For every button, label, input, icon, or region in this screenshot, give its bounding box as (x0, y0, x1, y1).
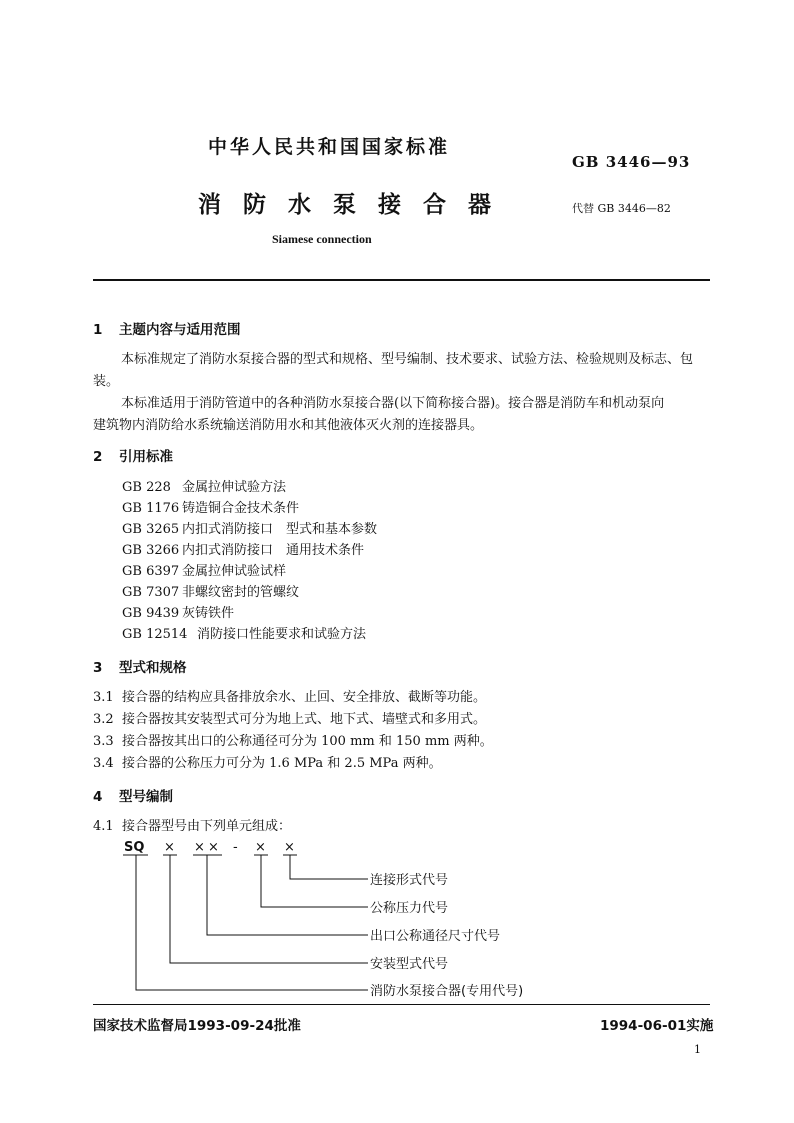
ref-name: 灰铸铁件 (182, 606, 235, 621)
s1-p1-line1: 本标准规定了消防水泵接合器的型式和规格、型号编制、技术要求、试验方法、检验规则及标志、包 (121, 352, 694, 367)
leader-line (290, 855, 368, 879)
standard-number: GB 3446—93 (572, 153, 691, 171)
section-number: 1 (93, 322, 103, 338)
ref-name: 内扣式消防接口 通用技术条件 (182, 543, 365, 558)
section-number: 4 (93, 789, 103, 805)
s1-p1-line2: 装。 (93, 374, 120, 389)
leader-line (207, 855, 368, 935)
ref-code: GB 7307 (122, 585, 180, 600)
issuing-country-standard: 中华人民共和国国家标准 (208, 136, 451, 158)
code-dash: - (233, 840, 238, 855)
leader-line (136, 855, 368, 990)
page-number: 1 (694, 1043, 701, 1056)
clause-number: 4.1 (93, 819, 114, 834)
ref-name: 非螺纹密封的管螺纹 (182, 585, 300, 600)
ref-code: GB 1176 (122, 501, 180, 516)
ref-name: 金属拉伸试验试样 (182, 564, 287, 579)
effective-date: 1994-06-01实施 (600, 1018, 714, 1034)
leader-line (170, 855, 368, 963)
diagram-label: 连接形式代号 (370, 873, 449, 888)
ref-name: 金属拉伸试验方法 (182, 480, 287, 495)
clause-number: 3.3 (93, 734, 114, 749)
replaces-standard: 代替 GB 3446—82 (572, 202, 671, 215)
section-number: 3 (93, 660, 103, 676)
code-mark: × (208, 840, 219, 855)
ref-code: GB 6397 (122, 564, 180, 579)
document-title: 消防水泵接合器 (198, 192, 513, 218)
ref-name: 铸造铜合金技术条件 (182, 501, 300, 516)
clause-text: 接合器型号由下列单元组成： (122, 819, 292, 834)
code-mark: × (164, 840, 175, 855)
section-title: 主题内容与适用范围 (119, 322, 241, 338)
ref-name: 消防接口性能要求和试验方法 (197, 627, 367, 642)
ref-code: GB 228 (122, 480, 171, 495)
diagram-label: 消防水泵接合器(专用代号) (370, 984, 524, 999)
code-mark: × (255, 840, 266, 855)
code-sq: SQ (124, 840, 145, 855)
ref-code: GB 12514 (122, 627, 188, 642)
s1-p2-line1: 本标准适用于消防管道中的各种消防水泵接合器(以下简称接合器)。接合器是消防车和机动泵向 (121, 396, 665, 411)
clause-number: 3.4 (93, 756, 114, 771)
clause-text: 接合器按其安装型式可分为地上式、地下式、墙壁式和多用式。 (122, 712, 487, 727)
clause-number: 3.1 (93, 690, 114, 705)
code-mark: × (284, 840, 295, 855)
s1-p2-line2: 建筑物内消防给水系统输送消防用水和其他液体灭火剂的连接器具。 (93, 418, 484, 433)
section-title: 型式和规格 (119, 660, 187, 676)
ref-code: GB 9439 (122, 606, 180, 621)
clause-number: 3.2 (93, 712, 114, 727)
clause-text: 接合器的结构应具备排放余水、止回、安全排放、截断等功能。 (122, 690, 487, 705)
english-title: Siamese connection (272, 232, 372, 246)
diagram-label: 安装型式代号 (370, 957, 449, 972)
section-title: 引用标准 (119, 449, 173, 465)
diagram-label: 出口公称通径尺寸代号 (370, 929, 501, 944)
section-number: 2 (93, 449, 103, 465)
section-title: 型号编制 (119, 789, 173, 805)
ref-name: 内扣式消防接口 型式和基本参数 (182, 522, 378, 537)
ref-code: GB 3265 (122, 522, 180, 537)
leader-line (261, 855, 368, 907)
ref-code: GB 3266 (122, 543, 180, 558)
footer-divider (93, 1004, 710, 1005)
clause-text: 接合器的公称压力可分为 1.6 MPa 和 2.5 MPa 两种。 (122, 756, 442, 771)
code-mark: × (194, 840, 205, 855)
approval-line: 国家技术监督局1993-09-24批准 (93, 1018, 301, 1034)
clause-text: 接合器按其出口的公称通径可分为 100 mm 和 150 mm 两种。 (122, 734, 493, 749)
diagram-label: 公称压力代号 (370, 901, 449, 916)
